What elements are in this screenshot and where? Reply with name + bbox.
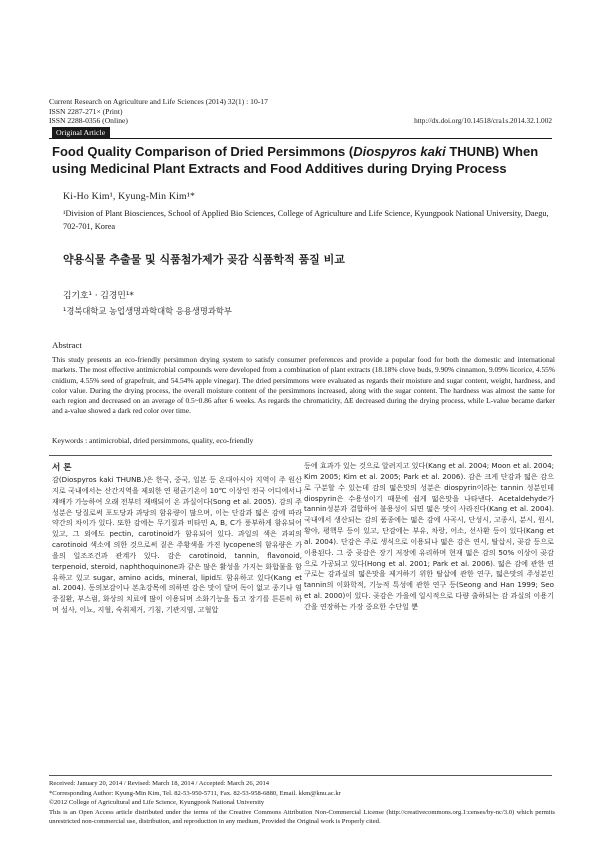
intro-text-right: 등에 효과가 있는 것으로 알려지고 있다(Kang et al. 2004; Moon et al. 2004; Kim 2005; Kim et al. 2005; Park et al. 2006). 감은 크게 단감과 떫은 감으로 구분할 수 있는데 감의 떫은맛의 성분은 diospyrin이라는 tannin 성분인데 diospyrin은 수용성이기 때문에 쉽게 떫은맛을 나타낸다. Acetaldehyde가 tannin성분과 결합하여 불용성이 되면 떫은 맛이 사라진다(Kang et al. 2004). 국내에서 생산되는 감의 품종에는 떫은 감에 사곡시, 단성시, 고종시, 분시, 원시, 황야, 평핵무 등이 있고, 단감에는 부유, 차랑, 어소, 선사환 등이 있다(Kang et al. 2004). 단감은 주로 생식으로 이용되나 떫은 감은 연시, 탈삽시, 곶감 등으로 이용된다. 그 중 곶감은 장기 저장에 유리하며 현재 떫은 감의 50% 이상이 곶감으로 가공되고 있다(Hong et al. 2001; Park et al. 2006). 떫은 감에 관한 연구로는 감과실의 떫은맛을 제거하기 위한 탈삽에 관한 연구, 떫은맛의 주성분인 tannin의 이화학적, 기능적 특성에 관한 연구 등(Seong and Han 1999; Seo et al. 2000)이 있다. 곶감은 가을에 일시적으로 다량 출하되는 감 과실의 이용기간을 연장하는 가장 중요한 수단일 뿐 — [304, 461, 554, 611]
article-type-badge: Original Article — [52, 127, 110, 139]
corresponding-author: *Corresponding Author: Kyung-Min Kim, Tel. 82-53-950-5711, Fax. 82-53-958-6880, Email. kkm@knu.ac.kr — [49, 789, 341, 797]
intro-text-left: 감(Diospyros kaki THUNB.)은 한국, 중국, 일본 등 온대아시아 지역이 주 원산지로 국내에서는 산간지역을 제외한 연 평균기온이 10℃ 이상인 전국 어디에서나 재배가 가능하여 오래 전부터 재배되어 온 과실이다(Song et al. 2005). 감의 주성분은 당질로써 포도당과 과당의 함유량이 많으며, 이는 단감과 떫은 감에 따라 약간의 차이가 있다. 또한 감에는 무기질과 비타민 A, B, C가 풍부하게 함유되어 있고, 그 외에도 pectin, carotinoid가 함유되어 있다. 과일의 색은 과피의 carotinoid 색소에 의한 것으로써 짙은 주황색을 가진 lycopene의 함유량은 가을의 일조조건과 관계가 있다. 감은 carotinoid, tannin, flavonoid, terpenoid, steroid, naphthoquinone과 같은 많은 활성을 가지는 화합물을 함유하고 있고 sugar, amino acids, mineral, lipid도 함유하고 있다(Kang et al. 2004). 동의보감이나 본초강목에 의하면 감은 맛이 달며 독이 없고 종기나 염증질환, 부스럼, 화상의 치료에 많이 이용되며 소화기능을 돕고 장기를 튼튼히 하며 설사, 이뇨, 지혈, 숙취제거, 기침, 기관지염, 고혈압 — [52, 475, 302, 615]
body-column-right — [304, 461, 554, 613]
issn-print: ISSN 2287-271× (Print) — [49, 106, 123, 116]
abstract-heading: Abstract — [52, 340, 82, 350]
intro-heading: 서 론 — [52, 463, 72, 473]
footer — [49, 779, 555, 827]
issn-online: ISSN 2288-0356 (Online) — [49, 116, 128, 126]
copyright: ©2012 College of Agricultural and Life Science, Kyungpook National University — [49, 799, 265, 806]
korean-authors: 김기호¹ · 김경민¹* — [63, 291, 134, 301]
header-rule — [49, 138, 552, 139]
footer-rule — [49, 775, 552, 776]
korean-title: 약용식물 추출물 및 식품첨가제가 곶감 식품학적 품질 비교 — [63, 253, 345, 266]
journal-name: Current Research on Agriculture and Life Sciences (2014) 32(1) : 10-17 — [49, 97, 268, 106]
journal-header — [49, 97, 369, 126]
license-text: This is an Open Access article distributed under the terms of the Creative Commons Attribution Non-Commercial License (http://creativecommons.org.1:censes/by-nc/3.0) which permits unrestricted non-commercial use, distribution, and reproduction in any medium, Provided the Original work is Properly cited. — [49, 808, 555, 825]
title-part1: Food Quality Comparison of Dried Persimmons ( — [52, 144, 354, 159]
english-title — [52, 143, 554, 177]
english-affiliation: ¹Division of Plant Biosciences, School of Applied Bio Sciences, College of Agriculture and Life Science, Kyungpook National University, Daegu, 702-701, Korea — [63, 209, 549, 231]
doi-link[interactable]: http://dx.doi.org/10.14518/cra1s.2014.32.1.002 — [414, 116, 552, 125]
body-column-left — [52, 461, 302, 616]
title-species: Diospyros kaki — [353, 144, 446, 159]
abstract-text: This study presents an eco-friendly persimmon drying system to satisfy consumer preferences and provide a popular food for both the domestic and international markets. The most effective antimicrobial compounds were developed from a combination of plant extracts (18.18% clove buds, 9.90% cinnamon, 9.09% licorice, 4.55% cnidium, 4.55% seed of grapefruit, and 54.54% apple vinegar). The dried persimmons were evaluated as regards their moisture and sugar content, weight, hardness, and color value. During the drying process, the overall moisture content of the persimmons increased, along with the sugar content. The hardness was almost the same for each region and decreased on an average of 0.5~0.86 after 6 weeks. As regards the chromaticity, ΔE decreased during the drying process, while L-value became darker and a-value showed a dark red color over time. — [52, 355, 555, 416]
keywords-rule — [49, 455, 552, 456]
korean-affiliation: ¹경북대학교 농업생명과학대학 응용생명과학부 — [63, 306, 232, 316]
title-part2: THUNB) When using Medicinal Plant Extracts and Food Additives during Drying Process — [52, 144, 539, 176]
received-dates: Received: January 20, 2014 / Revised: March 18, 2014 / Accepted: March 26, 2014 — [49, 780, 270, 787]
keywords: Keywords : antimicrobial, dried persimmons, quality, eco-friendly — [52, 436, 254, 445]
english-authors: Ki-Ho Kim¹, Kyung-Min Kim¹* — [63, 191, 196, 202]
